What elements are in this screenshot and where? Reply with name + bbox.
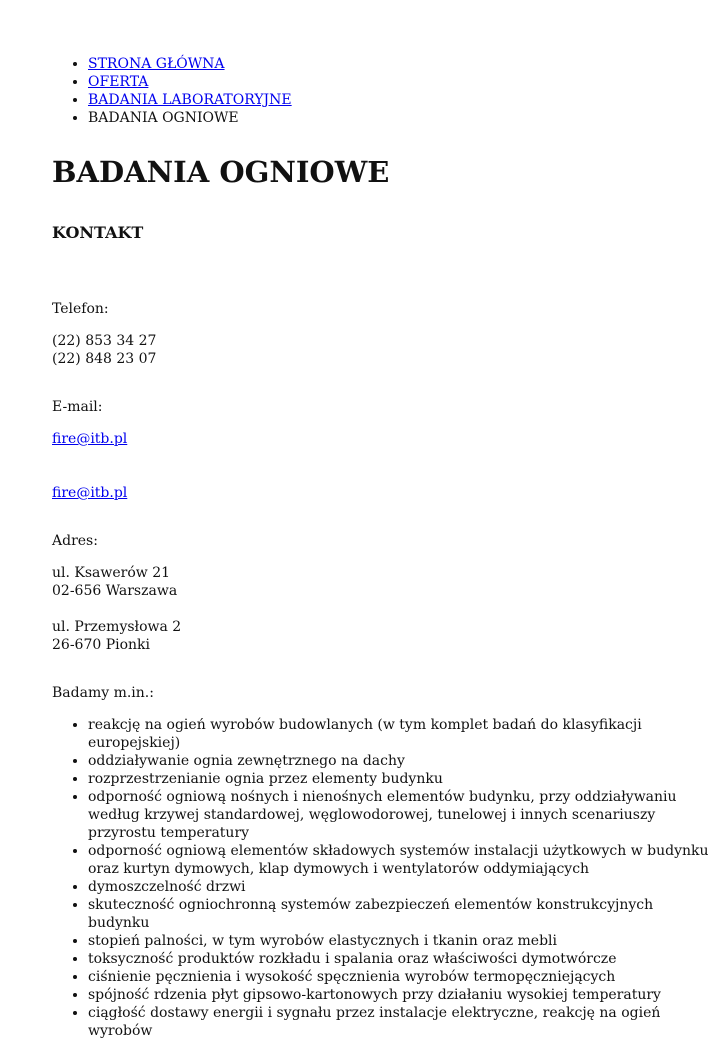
list-item: • ciągłość dostawy energii i sygnału przez instalacje elektryczne, reakcję na ogień wyrobów: [88, 1004, 718, 1040]
list-item: • ciśnienie pęcznienia i wysokość spęcznienia wyrobów termopęczniejących: [88, 968, 718, 986]
breadcrumb: [52, 55, 292, 127]
list-item: • oddziaływanie ognia zewnętrznego na dachy: [88, 752, 718, 770]
list-item: • dymoszczelność drzwi: [88, 878, 718, 896]
list-item: • skuteczność ogniochronną systemów zabezpieczeń elementów konstrukcyjnych budynku: [88, 896, 718, 932]
breadcrumb-item-lab-research: [88, 91, 292, 109]
list-item: • rozprzestrzenianie ognia przez elementy budynku: [88, 770, 718, 788]
page-title: BADANIA OGNIOWE: [52, 155, 390, 189]
address-warszawa-city: 02-656 Warszawa: [52, 583, 178, 599]
address-pionki-city: 26-670 Pionki: [52, 637, 151, 653]
address-warszawa-street: ul. Ksawerów 21: [52, 565, 171, 581]
email-link-wrapper-2: [52, 484, 127, 502]
email-link-wrapper-1: [52, 430, 127, 448]
phone-number-2: (22) 848 23 07: [52, 351, 157, 367]
phone-label: Telefon:: [52, 301, 109, 317]
email-label: E-mail:: [52, 399, 103, 415]
breadcrumb-item-home: [88, 55, 292, 73]
breadcrumb-link-home[interactable]: STRONA GŁÓWNA: [88, 56, 225, 72]
research-intro: Badamy m.in.:: [52, 685, 154, 701]
email-link-1[interactable]: fire@itb.pl: [52, 431, 128, 447]
breadcrumb-link-offer[interactable]: OFERTA: [88, 74, 149, 90]
list-item: • stopień palności, w tym wyrobów elastycznych i tkanin oraz mebli: [88, 932, 718, 950]
address-pionki-street: ul. Przemysłowa 2: [52, 619, 182, 635]
list-item: • reakcję na ogień wyrobów budowlanych (w tym komplet badań do klasyfikacji europejskiej): [88, 716, 718, 752]
breadcrumb-item-current: • BADANIA OGNIOWE: [88, 109, 292, 127]
contact-heading: KONTAKT: [52, 223, 144, 242]
phone-number-1: (22) 853 34 27: [52, 333, 157, 349]
breadcrumb-link-lab-research[interactable]: BADANIA LABORATORYJNE: [88, 92, 292, 108]
list-item: • spójność rdzenia płyt gipsowo-kartonowych przy działaniu wysokiej temperatury: [88, 986, 718, 1004]
address-warszawa: [52, 564, 177, 600]
breadcrumb-item-offer: [88, 73, 292, 91]
address-pionki: [52, 618, 181, 654]
research-list: [52, 716, 718, 1040]
list-item: • odporność ogniową elementów składowych systemów instalacji użytkowych w budynku oraz kurtyn dymowych, klap dymowych i wentylatorów oddymiających: [88, 842, 718, 878]
phone-numbers: [52, 332, 156, 368]
address-label: Adres:: [52, 533, 98, 549]
list-item: • odporność ogniową nośnych i nienośnych elementów budynku, przy oddziaływaniu według krzywej standardowej, węglowodorowej, tunelowej i innych scenariuszy przyrostu temperatury: [88, 788, 718, 842]
list-item: • toksyczność produktów rozkładu i spalania oraz właściwości dymotwórcze: [88, 950, 718, 968]
email-link-2[interactable]: fire@itb.pl: [52, 485, 128, 501]
